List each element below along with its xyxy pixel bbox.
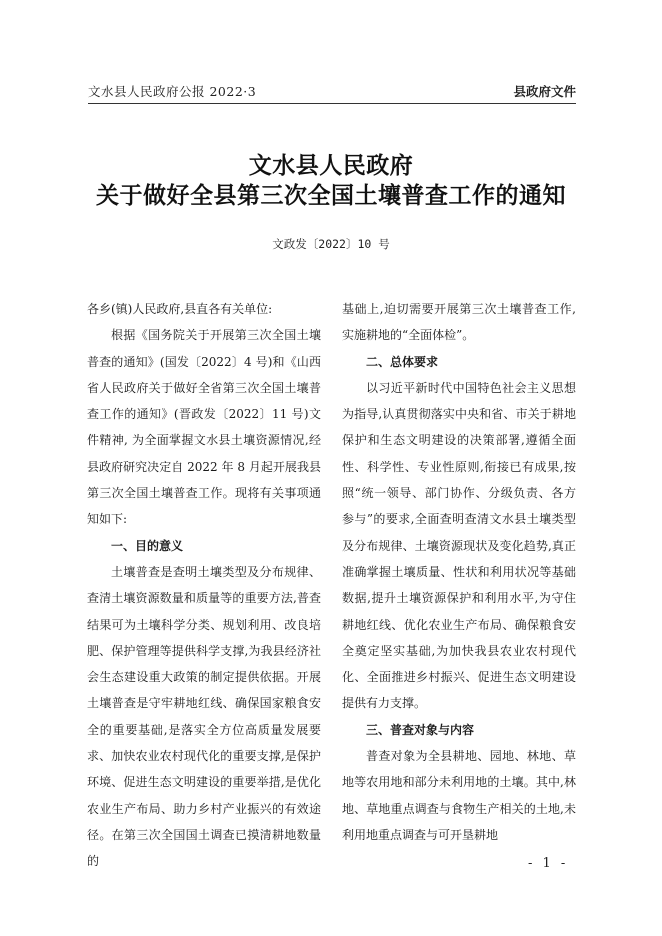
section-heading-purpose: 一、目的意义 bbox=[111, 538, 184, 553]
page-number: - 1 - bbox=[528, 856, 569, 871]
document-category: 县政府文件 bbox=[513, 84, 576, 99]
document-title-line-2: 关于做好全县第三次全国土壤普查工作的通知 bbox=[96, 182, 566, 209]
section-heading-requirements: 二、总体要求 bbox=[366, 354, 439, 369]
section-paragraph-purpose: 土壤普查是查明土壤类型及分布规律、查清土壤资源数量和质量等的重要方法,普查结果可为土壤科学分类、规划利用、改良培肥、保护管理等提供科学支撑,为我县经济社会生态建设重大政策的制定提供依据。开展土壤普查是守牢耕地红线、确保国家粮食安全的重要基础,是落实全方位高质量发展要求、加快农业农村现代化的重要支撑,是保护环境、促进生态文明建设的重要举措,是优化农业生产布局、助力乡村产业振兴的有效途径。在第三次全国国土调查已摸清耕地数量的 bbox=[87, 564, 321, 869]
salutation: 各乡(镇)人民政府,县直各有关单位: bbox=[87, 302, 273, 316]
section-paragraph-scope: 普查对象为全县耕地、园地、林地、草地等农用地和部分未利用地的土壤。其中,林地、草地重点调查与食物生产相关的土地,未利用地重点调查与可开垦耕地 bbox=[342, 749, 576, 842]
publication-title: 文水县人民政府公报 2022·3 bbox=[88, 84, 257, 99]
right-column bbox=[342, 296, 576, 848]
section-paragraph-purpose-continued: 基础上,迫切需要开展第三次土壤普查工作,实施耕地的“全面体检”。 bbox=[342, 302, 576, 343]
document-title-line-1: 文水县人民政府 bbox=[248, 152, 414, 179]
section-paragraph-requirements: 以习近平新时代中国特色社会主义思想为指导,认真贯彻落实中央和省、市关于耕地保护和生态文明建设的决策部署,遵循全面性、科学性、专业性原则,衔接已有成果,按照“统一领导、部门协作、分级负责、各方参与”的要求,全面查明查清文水县土壤类型及分布规律、土壤资源现状及变化趋势,真正准确掌握土壤质量、性状和利用状况等基础数据,提升土壤资源保护和利用水平,为守住耕地红线、优化农业生产布局、确保粮食安全奠定坚实基础,为加快我县农业农村现代化、全面推进乡村振兴、促进生态文明建设提供有力支撑。 bbox=[342, 380, 576, 711]
section-heading-scope: 三、普查对象与内容 bbox=[366, 722, 475, 737]
document-number: 文政发〔2022〕10 号 bbox=[272, 237, 390, 251]
header-divider bbox=[88, 103, 576, 104]
page-header bbox=[88, 80, 576, 102]
intro-paragraph: 根据《国务院关于开展第三次全国土壤普查的通知》(国发〔2022〕4 号)和《山西省人民政府关于做好全省第三次全国土壤普查工作的通知》(晋政发〔2022〕11 号)文件精神, 为全面掌握文水县土壤资源情况,经县政府研究决定自 2022 年 8 月起开展我县第三次全国土壤普查工作。现将有关事项通知如下: bbox=[87, 328, 321, 527]
left-column bbox=[87, 296, 321, 875]
